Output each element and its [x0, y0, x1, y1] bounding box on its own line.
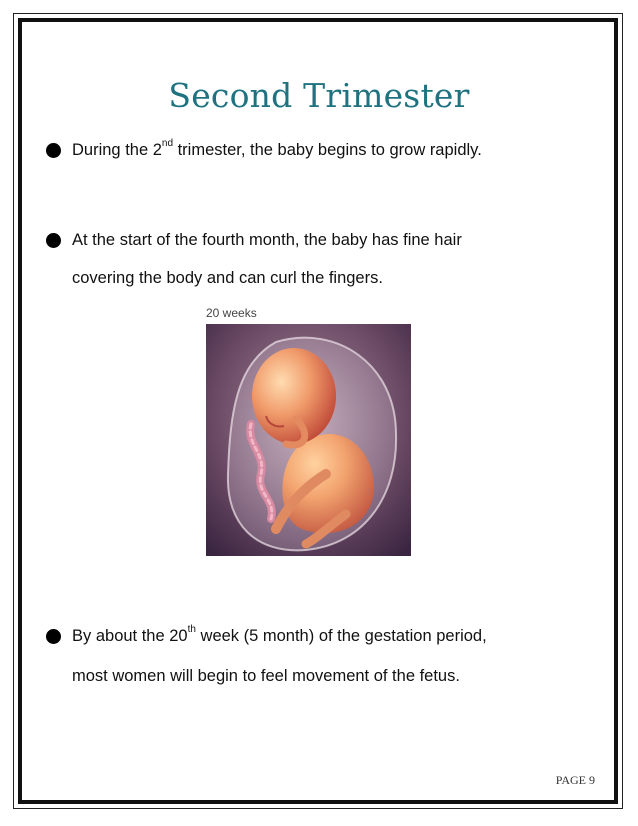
bullet-icon: [46, 143, 61, 158]
bullet-text: During the 2nd trimester, the baby begins to grow rapidly.: [72, 138, 482, 159]
bullet-text: By about the 20th week (5 month) of the gestation period,: [72, 624, 487, 645]
page-number: PAGE 9: [555, 773, 595, 787]
bullet-icon: [46, 629, 61, 644]
image-label: 20 weeks: [206, 306, 257, 320]
page-title: Second Trimester: [168, 76, 470, 115]
bullet-text-continued: most women will begin to feel movement of the fetus.: [72, 667, 460, 685]
bullet-text-continued: covering the body and can curl the fingers.: [72, 269, 383, 287]
fetus-image: [206, 324, 411, 556]
bullet-text: At the start of the fourth month, the baby has fine hair: [72, 231, 462, 249]
bullet-icon: [46, 233, 61, 248]
